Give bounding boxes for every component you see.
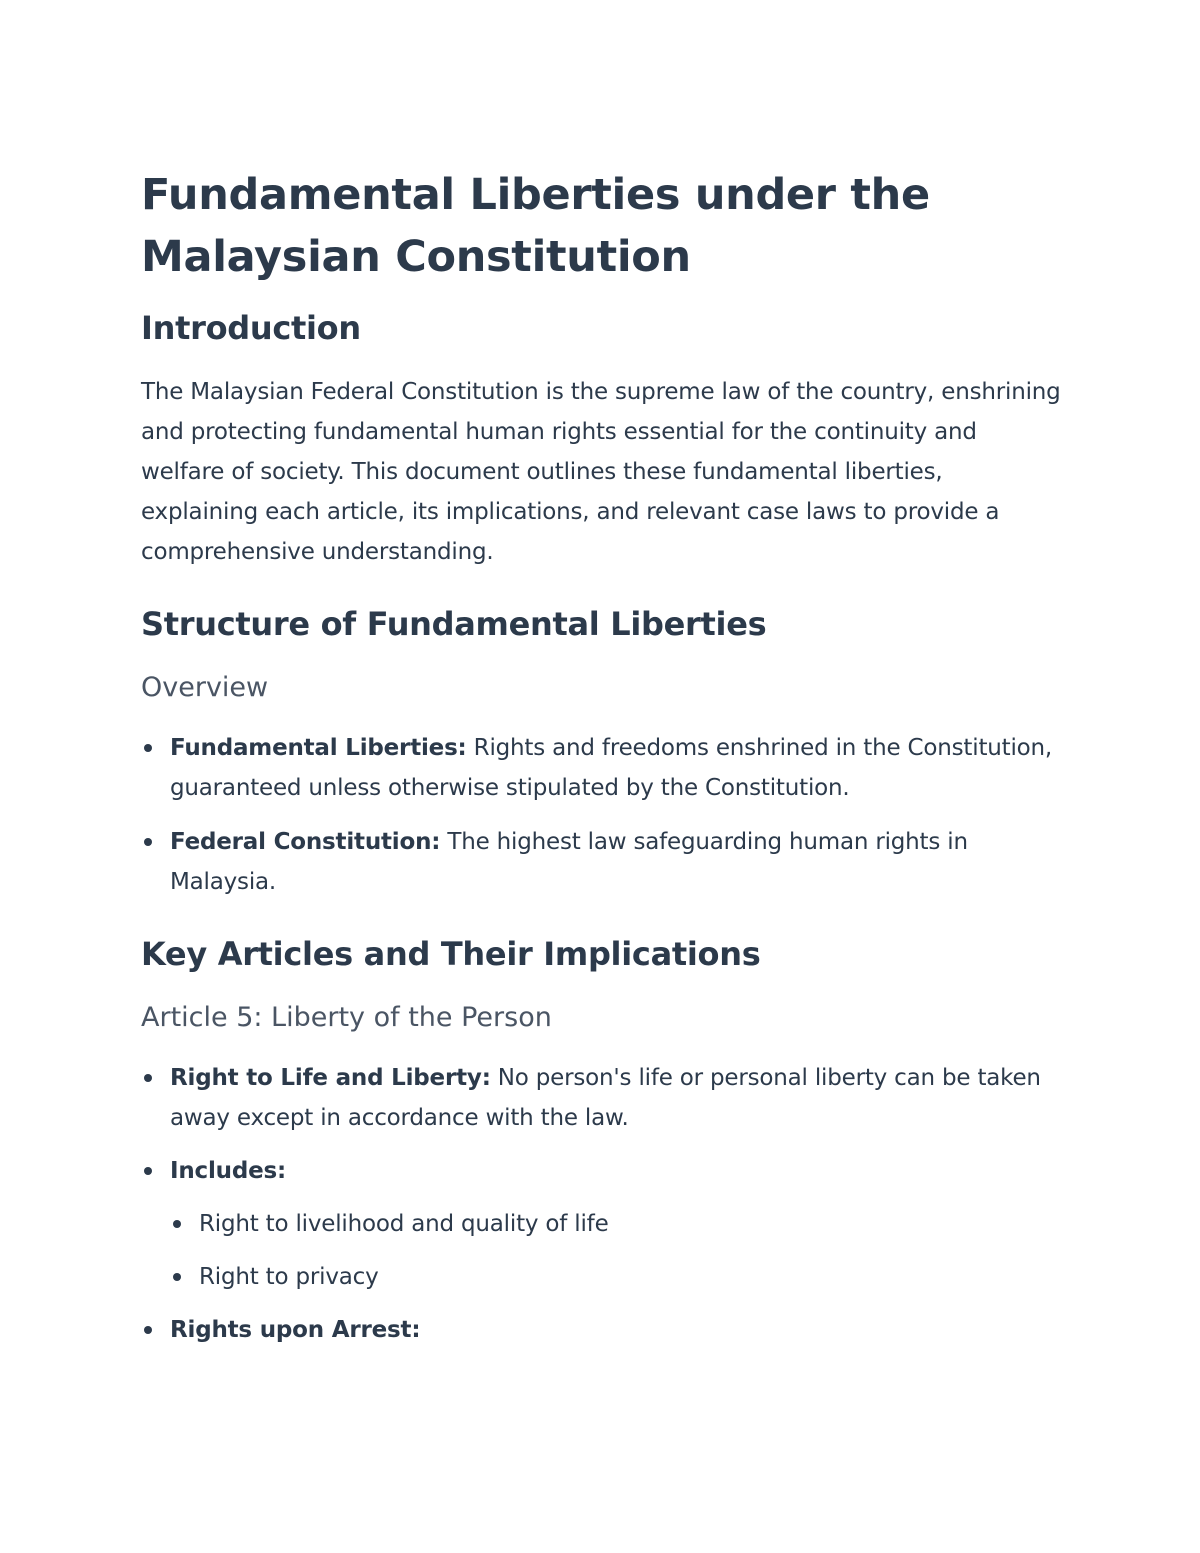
list-item-text: The highest law safeguarding human rights in Malaysia. <box>170 829 968 895</box>
bullet-icon <box>144 1167 152 1175</box>
sublist-item <box>170 1204 1061 1244</box>
list-item-term: Right to Life and Liberty: <box>170 1065 491 1091</box>
includes-sublist <box>170 1204 1061 1297</box>
list-item <box>141 1058 1061 1138</box>
section-heading-structure: Structure of Fundamental Liberties <box>141 605 767 643</box>
sublist-item <box>170 1257 1061 1297</box>
list-item-text: No person's life or personal liberty can be taken away except in accordance with the law. <box>170 1065 1041 1131</box>
page-title: Fundamental Liberties under the Malaysian Constitution <box>141 170 930 282</box>
list-item-term: Fundamental Liberties: <box>170 735 467 761</box>
sublist-item-text: Right to privacy <box>199 1264 379 1290</box>
list-item-term: Federal Constitution: <box>170 829 441 855</box>
document-page <box>141 164 1061 1350</box>
list-item-term: Includes: <box>170 1158 286 1184</box>
section-heading-key-articles: Key Articles and Their Implications <box>141 935 761 973</box>
list-item-text: Rights and freedoms enshrined in the Constitution, guaranteed unless otherwise stipulated by the Constitution. <box>170 735 1053 801</box>
list-item-term: Rights upon Arrest: <box>170 1317 421 1343</box>
bullet-icon <box>144 1074 152 1082</box>
section-heading-introduction: Introduction <box>141 309 361 347</box>
list-item <box>141 1310 1061 1350</box>
subsection-heading-article-5: Article 5: Liberty of the Person <box>141 1002 552 1033</box>
list-item <box>141 728 1061 808</box>
article-5-list <box>141 1058 1061 1350</box>
subsection-heading-overview: Overview <box>141 672 269 703</box>
bullet-icon <box>144 1326 152 1334</box>
overview-list <box>141 728 1061 902</box>
introduction-paragraph: The Malaysian Federal Constitution is the supreme law of the country, enshrining and protecting fundamental human rights essential for the continuity and welfare of society. This document outlines these fundamental liberties, explaining each article, its implications, and relevant case laws to provide a comprehensive understanding. <box>141 379 1061 565</box>
list-item <box>141 1151 1061 1297</box>
list-item <box>141 822 1061 902</box>
bullet-icon <box>144 838 152 846</box>
bullet-icon <box>144 744 152 752</box>
bullet-icon <box>173 1273 181 1281</box>
bullet-icon <box>173 1220 181 1228</box>
sublist-item-text: Right to livelihood and quality of life <box>199 1211 609 1237</box>
